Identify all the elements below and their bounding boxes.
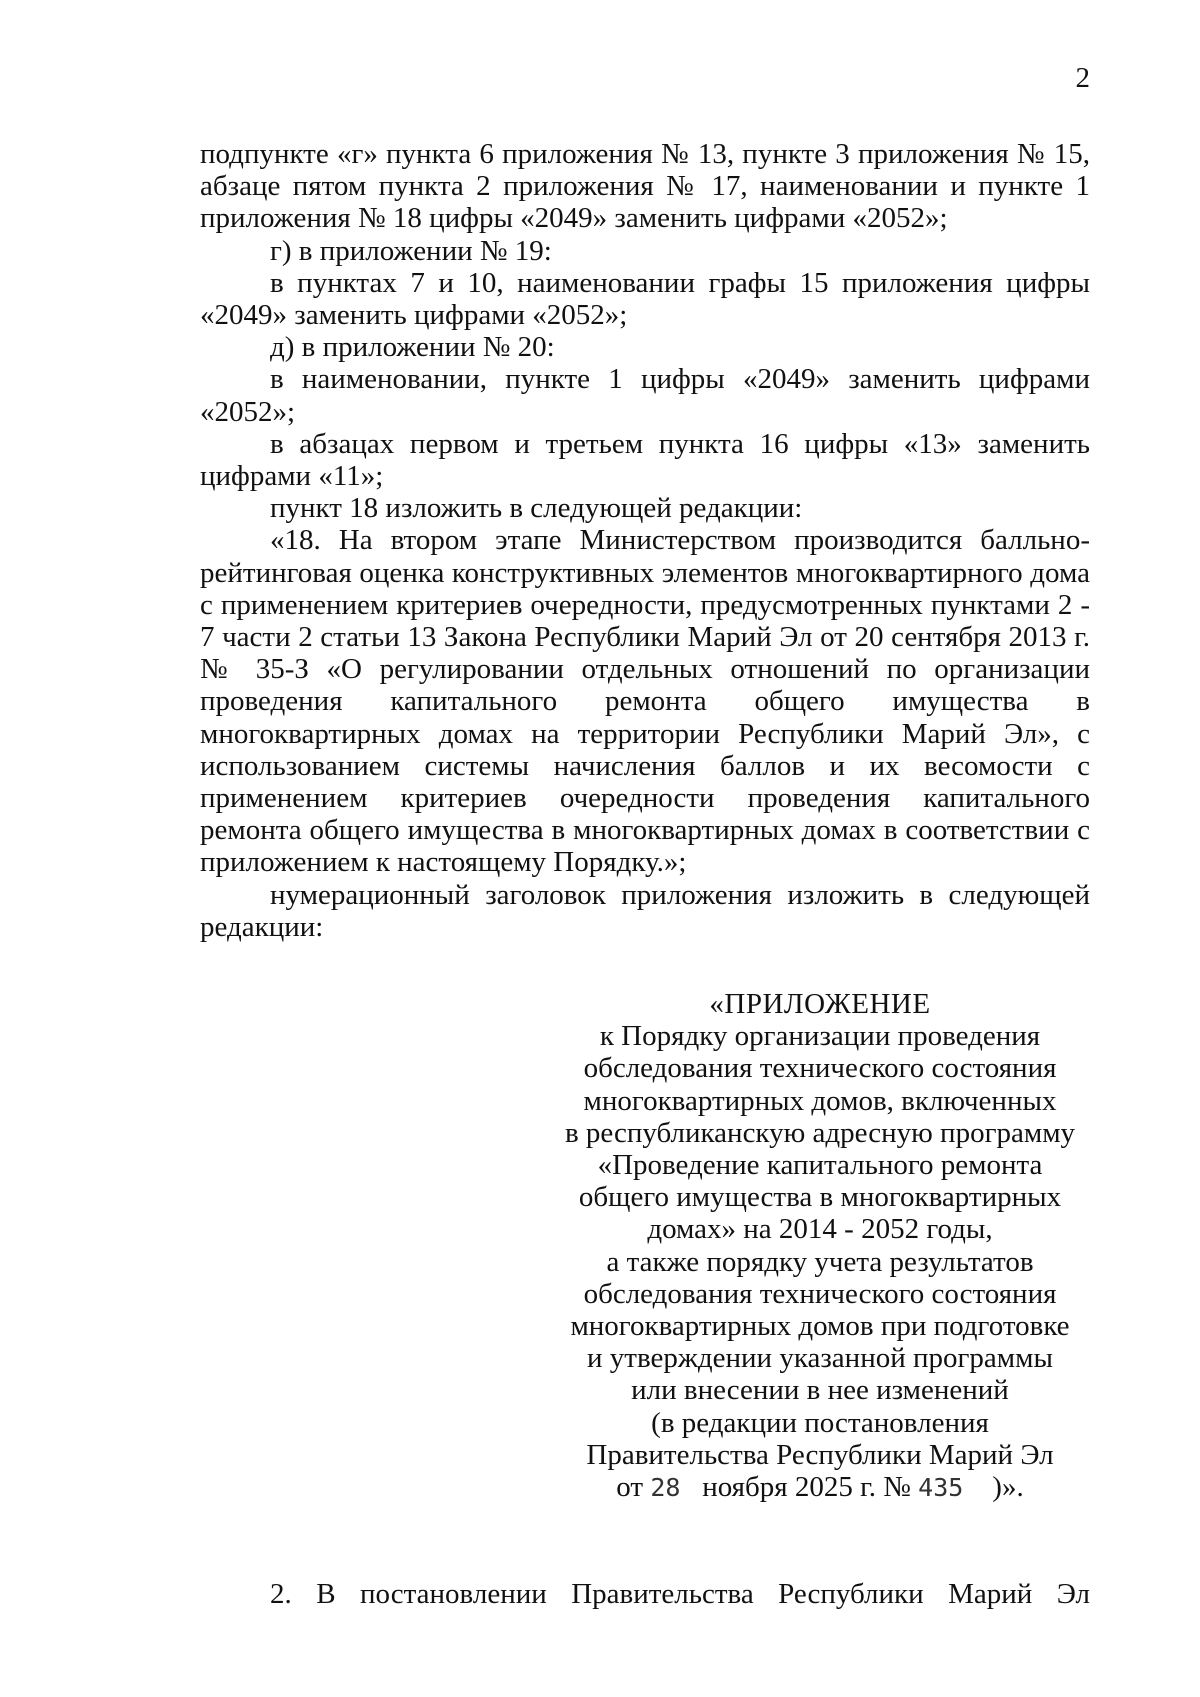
paragraph-appendix-20-name: в наименовании, пункте 1 цифры «2049» заменить цифрами «2052»; — [200, 363, 1090, 428]
paragraph-appendix-19-heading: г) в приложении № 19: — [270, 234, 552, 267]
appendix-line: в республиканскую адресную программу — [564, 1116, 1076, 1149]
paragraph-amendment-digits: подпункте «г» пункта 6 приложения № 13, пункте 3 приложения № 15, абзаце пятом пункта 2 приложения № 17, наименовании и пункте 1 приложения № 18 цифры «2049» заменить цифрами «2052»; — [200, 138, 1090, 235]
paragraph-appendix-19-points: в пунктах 7 и 10, наименовании графы 15 приложения цифры «2049» заменить цифрами «2052»; — [200, 266, 1090, 332]
appendix-line: (в редакции постановления — [651, 1406, 989, 1439]
appendix-line: домах» на 2014 - 2052 годы, — [647, 1213, 993, 1246]
paragraph-point-18-intro: пункт 18 изложить в следующей редакции: — [270, 492, 803, 525]
date-day: 28 — [650, 1473, 681, 1503]
appendix-heading-block — [560, 988, 1080, 1504]
appendix-line: многоквартирных домов, включенных — [583, 1084, 1057, 1117]
paragraph-heading-intro: нумерационный заголовок приложения изложить в следующей редакции: — [200, 878, 1090, 943]
document-number: 435 — [918, 1473, 964, 1503]
appendix-title: «ПРИЛОЖЕНИЕ — [709, 988, 931, 1020]
paragraph-section-2: 2. В постановлении Правительства Республики Марий Эл — [270, 1578, 1090, 1610]
appendix-line: а также порядку учета результатов — [606, 1245, 1034, 1278]
date-rest: ноября 2025 г. № — [702, 1471, 911, 1504]
paragraph-appendix-20-heading: д) в приложении № 20: — [270, 331, 555, 364]
document-body — [200, 138, 1090, 943]
closing-mark: )». — [992, 1471, 1024, 1504]
page-number: 2 — [1075, 62, 1090, 94]
appendix-line: общего имущества в многоквартирных — [578, 1181, 1062, 1214]
appendix-date-line — [560, 1471, 1080, 1504]
appendix-line: или внесении в нее изменений — [631, 1374, 1009, 1407]
appendix-line: обследования технического состояния — [583, 1277, 1057, 1310]
appendix-line: многоквартирных домов при подготовке — [570, 1310, 1070, 1343]
appendix-line: и утверждении указанной программы — [587, 1342, 1053, 1375]
paragraph-point-18-text: «18. На втором этапе Министерством производится балльно-рейтинговая оценка конструктивных элементов многоквартирного дома с применением критериев очередности, предусмотренных пунктами 2 - 7 части 2 статьи 13 Закона Республики Марий Эл от 20 сентября 2013 г. № 35-З «О регулировании отдельных отношений по организации проведения капитального ремонта общего имущества в многоквартирных домах на территории Республики Марий Эл», с использованием системы начисления баллов и их весомости с применением критериев очередности проведения капитального ремонта общего имущества в многоквартирных домах в соответствии с приложением к настоящему Порядку.»; — [200, 524, 1090, 879]
appendix-line: обследования технического состояния — [583, 1052, 1057, 1085]
appendix-line: Правительства Республики Марий Эл — [586, 1438, 1054, 1471]
date-prefix: от — [616, 1471, 644, 1504]
appendix-line: к Порядку организации проведения — [599, 1020, 1041, 1053]
paragraph-point-16-digits: в абзацах первом и третьем пункта 16 цифры «13» заменить цифрами «11»; — [200, 427, 1090, 493]
appendix-line: «Проведение капитального ремонта — [597, 1149, 1043, 1182]
